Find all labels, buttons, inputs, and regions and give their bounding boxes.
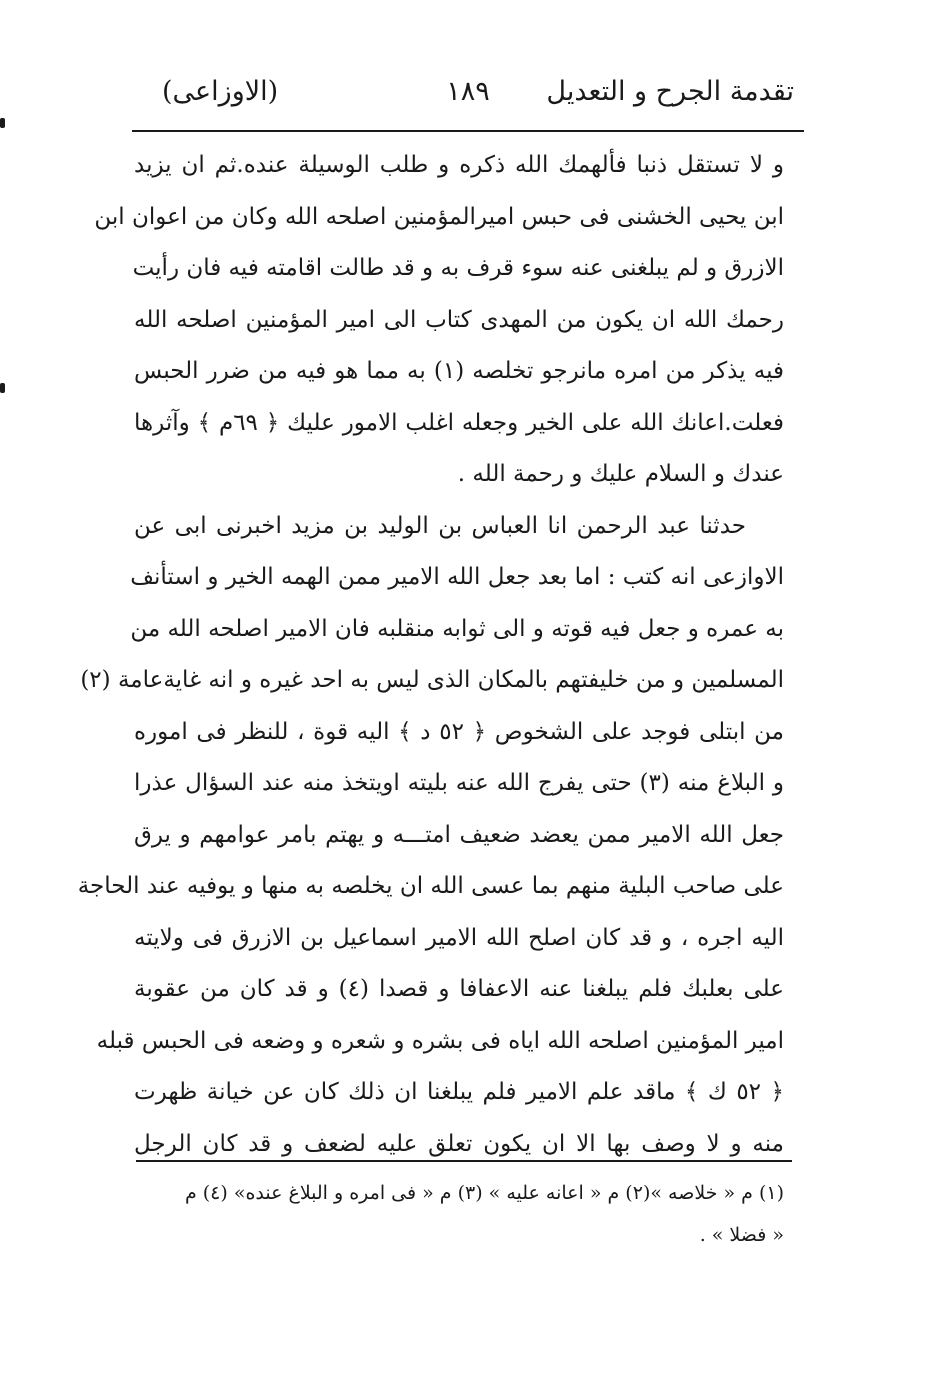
- text-line: اليه اجره ، و قد كان اصلح الله الامير اسماعيل بن الازرق فى ولايته: [134, 924, 784, 951]
- text-line: جعل الله الامير ممن يعضد ضعيف امتـــه و يهتم بامر عوامهم و يرق: [134, 821, 784, 848]
- text-line: به عمره و جعل فيه قوته و الى ثوابه منقلبه فان الامير اصلحه الله من: [130, 615, 784, 642]
- text-line: عندك و السلام عليك و رحمة الله .: [457, 461, 784, 487]
- scan-margin-mark: [0, 383, 5, 393]
- text-line: فيه يذكر من امره مانرجو تخلصه (١) به مما هو فيه من ضرر الحبس: [134, 358, 785, 384]
- main-text: [77, 140, 785, 1170]
- footnote-rule: [136, 1160, 792, 1162]
- section-title: (الاوزاعى): [162, 76, 279, 107]
- text-line: امير المؤمنين اصلحه الله اياه فى بشره و شعره و وضعه فى الحبس قبله: [96, 1027, 784, 1054]
- text-line: و البلاغ منه (٣) حتى يفرج الله عنه بليته اويتخذ منه عند السؤال عذرا: [134, 770, 784, 796]
- text-line: على صاحب البلية منهم بما عسى الله ان يخلصه به منها و يوفيه عند الحاجة: [77, 873, 784, 899]
- header-rule: [132, 130, 804, 132]
- book-title: تقدمة الجرح و التعديل: [546, 76, 794, 107]
- footnote-line: (١) م « خلاصه »(٢) م « اعانه عليه » (٣) م « فى امره و البلاغ عنده» (٤) م: [184, 1182, 784, 1204]
- text-line: ابن يحيى الخشنى فى حبس اميرالمؤمنين اصلحه الله وكان من اعوان ابن: [94, 203, 784, 230]
- text-line: المسلمين و من خليفتهم بالمكان الذى ليس به احد غيره و انه غايةعامة (٢): [80, 667, 784, 693]
- text-line: منه و لا وصف بها الا ان يكون تعلق عليه لضعف و قد كان الرجل: [134, 1130, 784, 1157]
- scan-margin-mark: [0, 118, 5, 128]
- text-line: الازرق و لم يبلغنى عنه سوء قرف به و قد طالت اقامته فيه فان رأيت: [132, 255, 784, 281]
- text-line: و لا تستقل ذنبا فألهمك الله ذكره و طلب الوسيلة عنده.ثم ان يزيد: [134, 152, 784, 178]
- footnote-line: « فضلا » .: [699, 1224, 784, 1246]
- text-line: رحمك الله ان يكون من المهدى كتاب الى امير المؤمنين اصلحه الله: [134, 306, 784, 333]
- text-line: فعلت.اعانك الله على الخير وجعله اغلب الامور عليك ﴿ ٦٩م ﴾ وآثرها: [134, 409, 784, 436]
- text-line: حدثنا عبد الرحمن انا العباس بن الوليد بن مزيد اخبرنى ابى عن: [134, 512, 746, 539]
- text-line: على بعلبك فلم يبلغنا عنه الاعفافا و قصدا (٤) و قد كان من عقوبة: [134, 976, 784, 1002]
- footnotes: [134, 1172, 784, 1256]
- paragraph-1: [94, 140, 785, 501]
- text-line: من ابتلى فوجد على الشخوص ﴿ ٥٢ د ﴾ اليه قوة ، للنظر فى اموره: [134, 718, 784, 745]
- page-number: ١٨٩: [446, 76, 490, 107]
- text-line: ﴿ ٥٢ ك ﴾ ماقد علم الامير فلم يبلغنا ان ذلك كان عن خيانة ظهرت: [134, 1079, 784, 1105]
- running-header: [132, 70, 804, 126]
- text-line: الاوازعى انه كتب : اما بعد جعل الله الامير ممن الهمه الخير و استأنف: [130, 564, 784, 590]
- paragraph-2: [77, 501, 784, 1171]
